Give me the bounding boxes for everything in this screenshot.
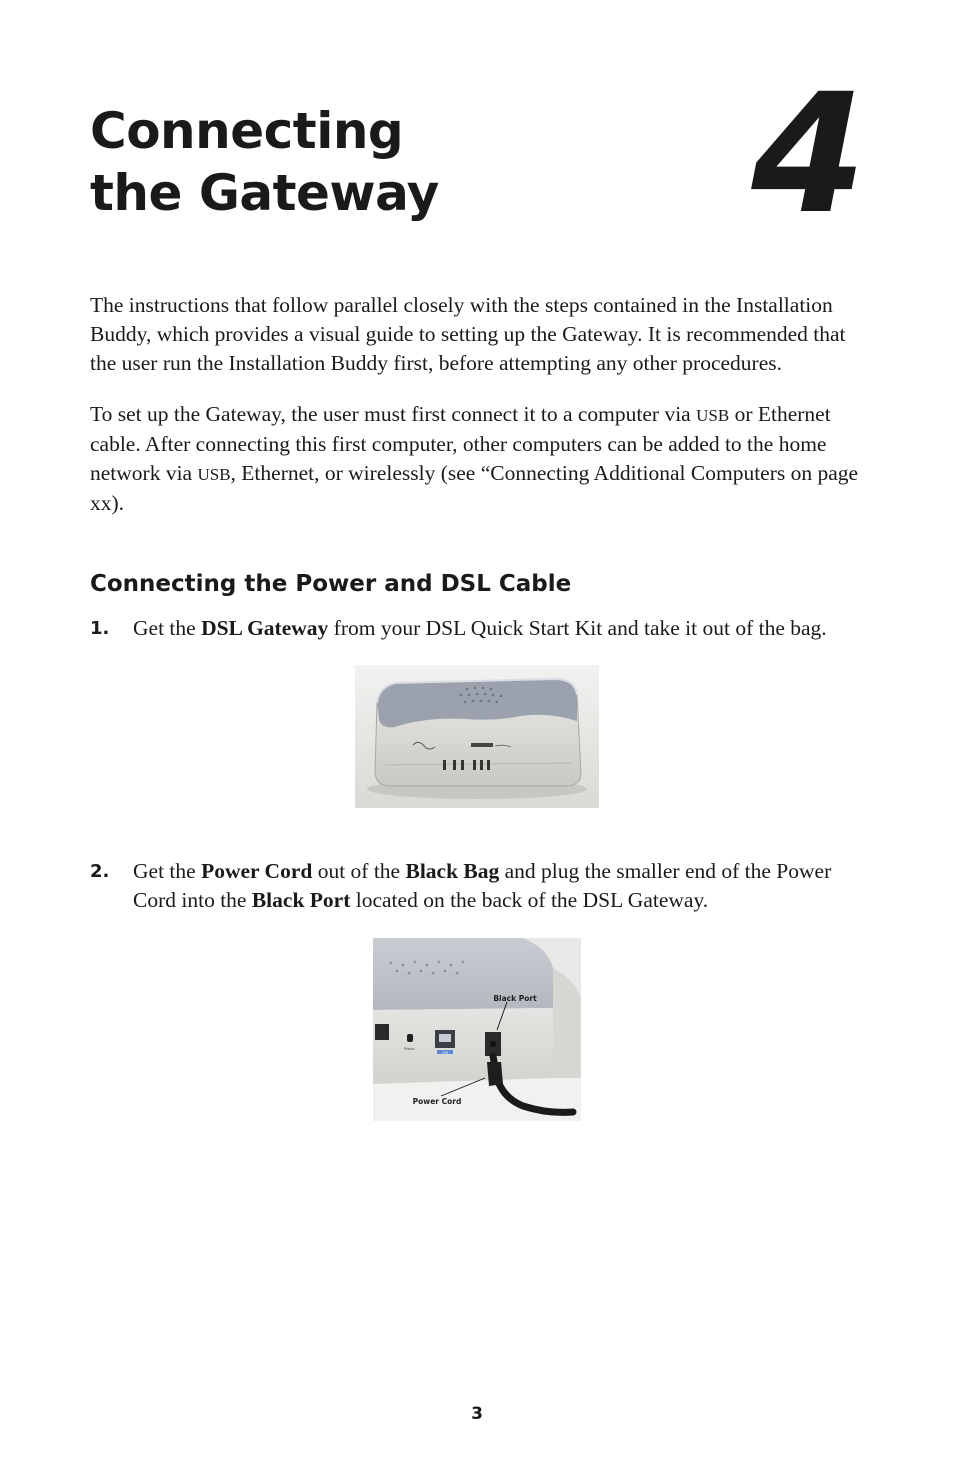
power-plug [487, 1062, 503, 1086]
chapter-title [90, 100, 439, 224]
step-2-bold-power-cord: Power Cord [201, 859, 313, 883]
usb-term: USB [197, 465, 231, 484]
step-1-text-b: from your DSL Quick Start Kit and take it out of the bag. [328, 616, 827, 640]
dsl-gateway-photo [355, 665, 599, 808]
usb-label: USB [441, 1050, 449, 1055]
step-1-text-a: Get the [133, 616, 202, 640]
step-1-number: 1. [90, 618, 110, 639]
intro-paragraph-1: The instructions that follow parallel closely with the steps contained in the Installation Buddy, which provides a visual guide to setting up the Gateway. It is recommended that the user run the Installation Buddy first, before attempting any other procedures. [90, 293, 846, 375]
phone-label: Phone [403, 1047, 415, 1051]
gateway-back-illustration [373, 938, 581, 1121]
step-2-text-d: located on the back of the DSL Gateway. [350, 888, 709, 912]
ethernet-port [375, 1024, 389, 1040]
chapter-title-line-1: Connecting [90, 102, 404, 160]
chapter-number: 4 [751, 58, 862, 250]
step-1-bold-dsl-gateway: DSL Gateway [201, 616, 329, 640]
intro-p2-text-c: , Ethernet, or wirelessly (see “Connecting Additional Computers on page xx). [90, 461, 859, 515]
step-2-bold-black-bag: Black Bag [405, 859, 500, 883]
intro-p2-text-b: or Ethernet cable. After connecting this first computer, other computers can be added to the home network via [90, 402, 831, 485]
usb-term: USB [696, 406, 730, 425]
power-cord-callout: Power Cord [412, 1097, 462, 1106]
intro-p2-text-a: To set up the Gateway, the user must first connect it to a computer via [90, 402, 697, 426]
step-2-text-a: Get the [133, 859, 202, 883]
step-2-text [133, 857, 873, 915]
section-heading: Connecting the Power and DSL Cable [90, 571, 572, 597]
step-2-text-c: and plug the smaller end of the Power Cord into the [133, 859, 832, 912]
page-number: 3 [471, 1404, 483, 1424]
black-port-callout: Black Port [493, 994, 537, 1003]
gateway-back-photo [373, 938, 581, 1121]
step-1-text [133, 614, 873, 643]
reset-button [407, 1034, 413, 1042]
step-2-text-b: out of the [312, 859, 406, 883]
intro-paragraph-2 [90, 400, 870, 518]
chapter-title-line-2: the Gateway [90, 164, 439, 222]
dsl-gateway-illustration [355, 665, 599, 808]
step-2-number: 2. [90, 861, 110, 882]
step-2-bold-black-port: Black Port [251, 888, 351, 912]
